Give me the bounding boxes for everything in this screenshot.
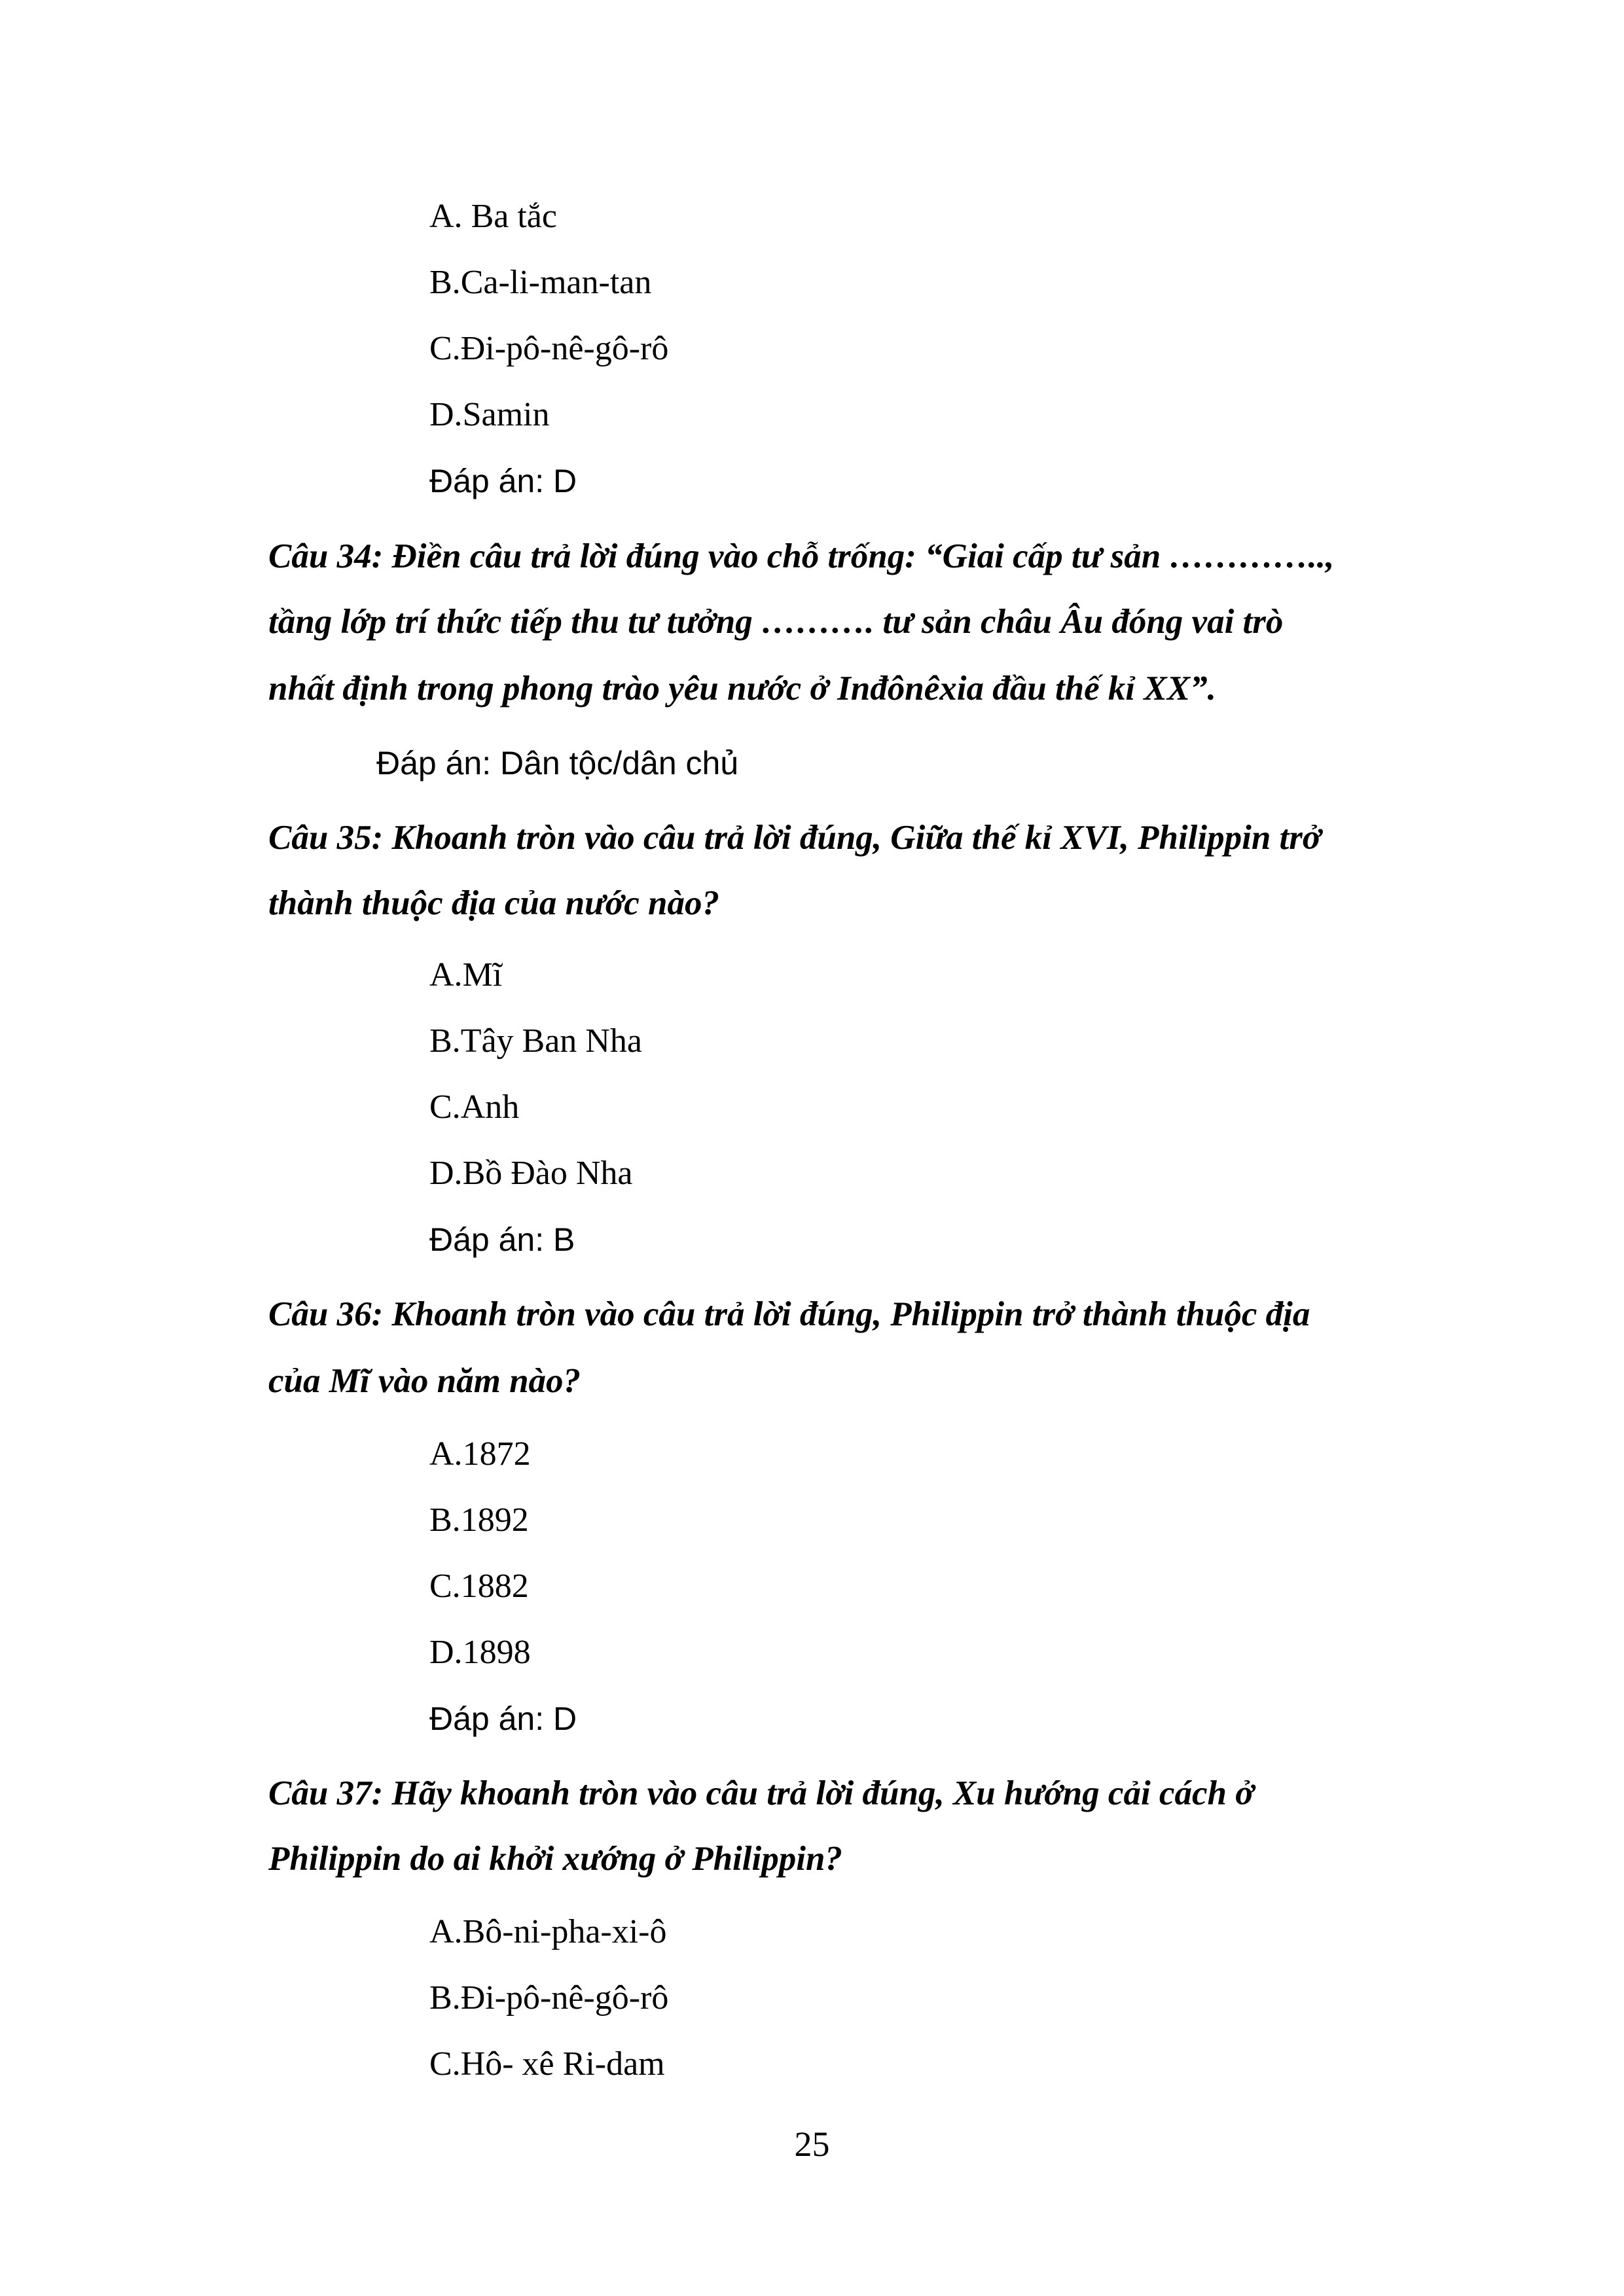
option-label: D.	[429, 396, 463, 433]
option-a	[429, 1435, 531, 1474]
answer-text: Đáp án: B	[429, 1221, 575, 1258]
option-label: A.	[429, 1435, 463, 1473]
option-text: Bô-ni-pha-xi-ô	[462, 1913, 667, 1950]
option-label: C.	[429, 1088, 461, 1126]
option-b	[429, 263, 651, 302]
question-line: nhất định trong phong trào yêu nước ở Inđônêxia đầu thế kỉ XX”.	[268, 670, 1216, 708]
option-text: Anh	[460, 1088, 520, 1126]
option-label: C.	[429, 1568, 461, 1605]
question-line: thành thuộc địa của nước nào?	[268, 884, 719, 922]
option-c	[429, 1088, 519, 1127]
option-label: B.	[429, 264, 461, 301]
option-c	[429, 1567, 529, 1606]
question-heading: Câu 37: Hãy khoanh tròn vào câu trả lời đúng, Xu hướng cải cách ở	[268, 1774, 1254, 1812]
option-d	[429, 395, 549, 435]
option-a	[429, 197, 557, 236]
option-label: A.	[429, 1913, 463, 1950]
question-heading: Câu 35: Khoanh tròn vào câu trả lời đúng, Giữa thế kỉ XVI, Philippin trở	[268, 819, 1322, 857]
option-text: Đi-pô-nê-gô-rô	[460, 330, 669, 367]
option-b	[429, 1022, 642, 1061]
option-label: C.	[429, 2045, 461, 2083]
option-d	[429, 1633, 531, 1672]
page-number: 25	[794, 2125, 830, 2164]
option-a	[429, 956, 502, 995]
option-label: A.	[429, 956, 463, 994]
option-label: B.	[429, 1501, 461, 1539]
option-label: A.	[429, 198, 463, 235]
option-label: D.	[429, 1155, 463, 1192]
question-line: Philippin do ai khởi xướng ở Philippin?	[268, 1840, 842, 1878]
option-label: D.	[429, 1634, 463, 1671]
option-text: Ca-li-man-tan	[460, 264, 652, 301]
answer-text: Đáp án: D	[429, 1700, 577, 1737]
question-heading: Câu 34: Điền câu trả lời đúng vào chỗ trống: “Giai cấp tư sản …………..,	[268, 537, 1335, 575]
option-text: 1872	[462, 1435, 531, 1473]
option-c	[429, 329, 668, 368]
option-text: 1892	[460, 1501, 529, 1539]
option-text: 1882	[460, 1568, 529, 1605]
option-label: C.	[429, 330, 461, 367]
question-line: tầng lớp trí thức tiếp thu tư tưởng ………. tư sản châu Âu đóng vai trò	[268, 603, 1284, 641]
option-text: Hô- xê Ri-dam	[460, 2045, 665, 2083]
option-text: Đi-pô-nê-gô-rô	[460, 1979, 669, 2017]
option-label: B.	[429, 1022, 461, 1060]
option-text: Tây Ban Nha	[460, 1022, 642, 1060]
option-text: Ba tắc	[471, 198, 557, 235]
option-a	[429, 1912, 667, 1952]
answer-text: Đáp án: Dân tộc/dân chủ	[376, 745, 739, 781]
question-heading: Câu 36: Khoanh tròn vào câu trả lời đúng, Philippin trở thành thuộc địa	[268, 1295, 1310, 1333]
option-text: 1898	[462, 1634, 531, 1671]
option-b	[429, 1979, 668, 2018]
answer-text: Đáp án: D	[429, 463, 577, 499]
option-b	[429, 1501, 529, 1540]
question-line: của Mĩ vào năm nào?	[268, 1362, 581, 1400]
option-label: B.	[429, 1979, 461, 2017]
option-c	[429, 2045, 665, 2084]
option-d	[429, 1154, 633, 1193]
option-text: Bồ Đào Nha	[462, 1155, 633, 1192]
option-text: Samin	[462, 396, 550, 433]
option-text: Mĩ	[462, 956, 503, 994]
